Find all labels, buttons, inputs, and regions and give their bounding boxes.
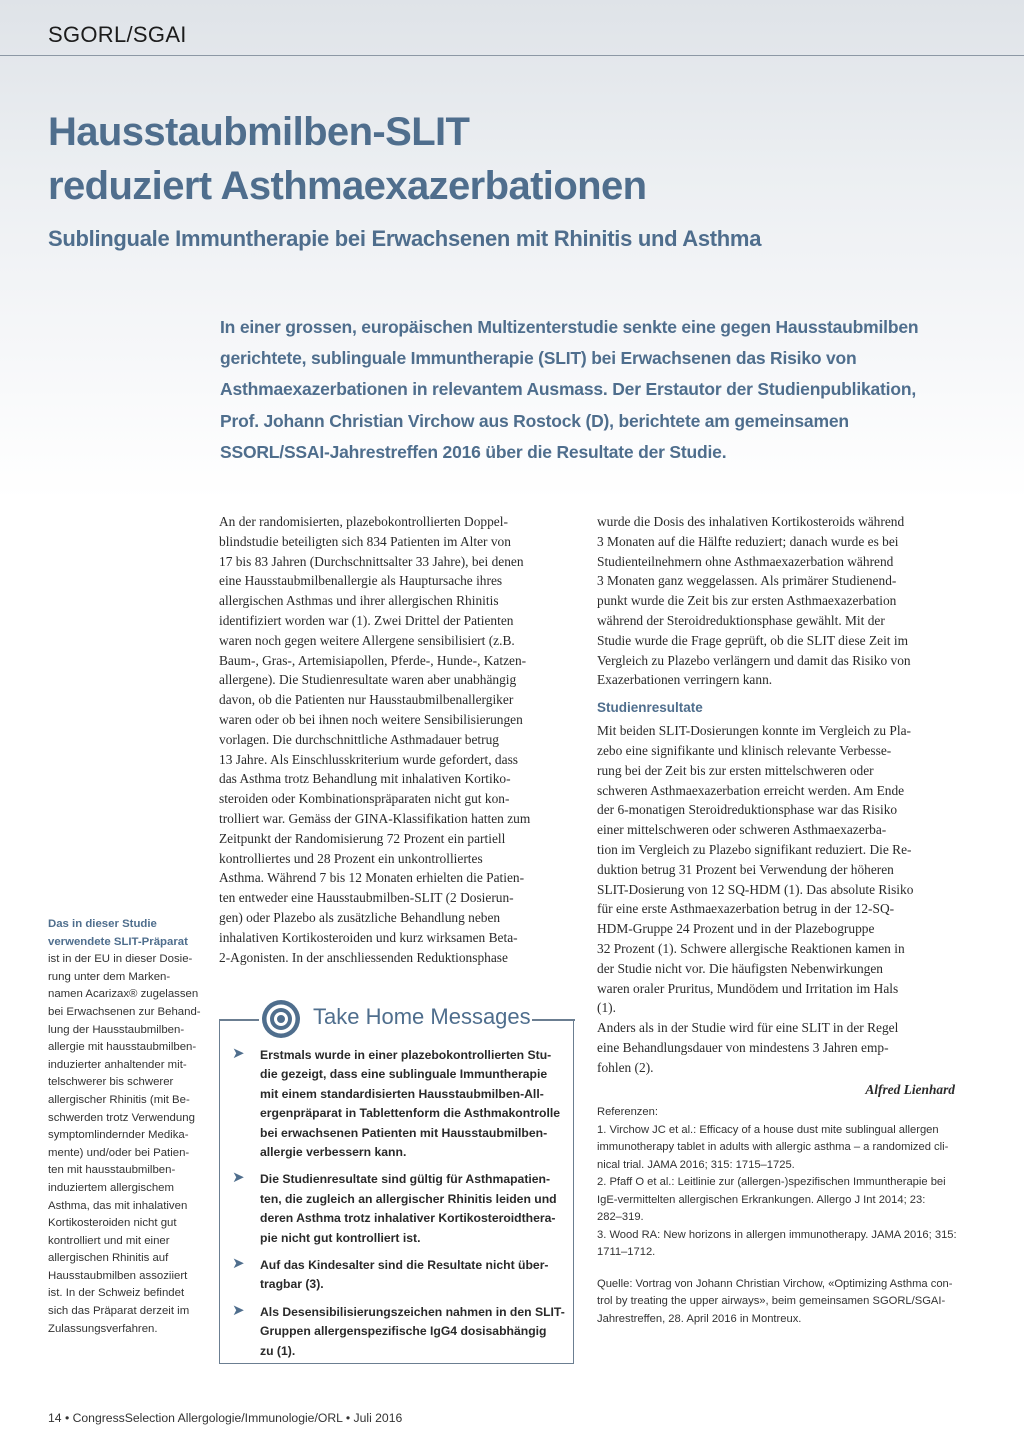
- text-line: Asthma. Während 7 bis 12 Monaten erhielten die Patien-: [219, 870, 525, 886]
- take-home-line: Auf das Kindesalter sind die Resultate nicht über-: [260, 1258, 549, 1273]
- take-home-line: ten, die zugleich an allergischer Rhinitis leiden und: [260, 1191, 557, 1206]
- text-line: ten entweder eine Hausstaubmilben-SLIT (2 Dosierun-: [219, 890, 514, 906]
- take-home-rule: [219, 1019, 259, 1021]
- reference-line: 282–319.: [597, 1211, 644, 1223]
- title-line: reduziert Asthmaexazerbationen: [48, 164, 647, 208]
- text-line: Studienteilnehmern ohne Asthmaexazerbation während: [597, 553, 894, 569]
- text-line: für eine erste Asthmaexazerbation betrug in der 12-SQ-: [597, 901, 895, 917]
- text-line: allergischen Rhinitis auf: [48, 1252, 169, 1265]
- text-line: symptomlindernder Medika-: [48, 1129, 189, 1142]
- body-paragraph: [597, 512, 955, 690]
- text-line: In einer grossen, europäischen Multizenterstudie senkte eine gegen Hausstaubmilben: [220, 317, 919, 337]
- arrow-bullet-icon: ➤: [232, 1170, 245, 1187]
- source-note: [597, 1276, 957, 1329]
- text-line: blindstudie beteiligten sich 834 Patienten im Alter von: [219, 533, 511, 549]
- author-name: Alfred Lienhard: [865, 1081, 955, 1097]
- take-home-item: [230, 1046, 565, 1162]
- reference-line: 1711–1712.: [597, 1246, 656, 1258]
- article-title: [48, 105, 948, 213]
- take-home-item: [230, 1170, 565, 1248]
- text-line: einer mittelschweren oder schweren Asthmaexazerba-: [597, 822, 887, 838]
- sidebar-body: [48, 951, 201, 1338]
- text-line: steroiden oder Kombinationspräparaten nicht gut kon-: [219, 791, 510, 807]
- reference-line: 3. Wood RA: New horizons in allergen immunotherapy. JAMA 2016; 315:: [597, 1228, 957, 1241]
- text-line: Das in dieser Studie: [48, 918, 157, 930]
- take-home-line: Als Desensibilisierungszeichen nahmen in den SLIT-: [260, 1304, 565, 1319]
- text-line: rung unter dem Marken-: [48, 970, 171, 983]
- take-home-item: [230, 1303, 565, 1361]
- text-line: der 6-monatigen Steroidreduktionsphase war das Risiko: [597, 802, 898, 818]
- text-line: tion im Vergleich zu Plazebo signifikant reduziert. Die Re-: [597, 841, 912, 857]
- body-column-left: [219, 512, 579, 967]
- reference-list: [597, 1122, 957, 1262]
- take-home-line: zu (1).: [260, 1343, 296, 1358]
- text-line: Prof. Johann Christian Virchow aus Rostock (D), berichtete am gemeinsamen: [220, 410, 849, 431]
- text-line: waren oraler Pruritus, Mundödem und Irritation im Hals: [597, 980, 899, 996]
- references-heading: Referenzen:: [597, 1106, 658, 1118]
- text-line: ten mit hausstaubmilben-: [48, 1164, 176, 1177]
- text-line: trolliert war. Gemäss der GINA-Klassifikation hatten zum: [219, 810, 531, 826]
- text-line: Quelle: Vortrag von Johann Christian Virchow, «Optimizing Asthma con-: [597, 1277, 953, 1290]
- text-line: Studie wurde die Frage geprüft, ob die SLIT diese Zeit im: [597, 632, 909, 648]
- take-home-line: tragbar (3).: [260, 1277, 324, 1292]
- text-line: (1).: [597, 1000, 616, 1016]
- section-tag: SGORL/SGAI: [48, 22, 187, 47]
- text-line: Anders als in der Studie wird für eine SLIT in der Regel: [597, 1020, 899, 1036]
- reference-item: [597, 1227, 957, 1262]
- text-line: wurde die Dosis des inhalativen Kortikosteroids während: [597, 514, 905, 529]
- text-line: waren noch gegen weitere Allergene sensibilisiert (z.B.: [219, 632, 515, 648]
- text-line: kontrolliert und mit einer: [48, 1234, 170, 1247]
- text-line: Baum-, Gras-, Artemisiapollen, Pferde-, Hunde-, Katzen-: [219, 652, 527, 668]
- take-home-line: Die Studienresultate sind gültig für Asthmapatien-: [260, 1172, 551, 1187]
- text-line: Zulassungsverfahren.: [48, 1322, 158, 1335]
- article-subtitle: Sublinguale Immuntherapie bei Erwachsenen mit Rhinitis und Asthma: [48, 226, 762, 251]
- take-home-rule: [532, 1019, 575, 1021]
- text-line: bei Erwachsenen zur Behand-: [48, 1005, 201, 1018]
- references: [597, 1104, 957, 1328]
- text-line: waren oder ob bei ihnen noch weitere Sensibilisierungen: [219, 711, 523, 727]
- text-line: das Asthma trotz Behandlung mit inhalativen Kortiko-: [219, 771, 511, 787]
- text-line: davon, ob die Patienten nur Hausstaubmilbenallergiker: [219, 692, 514, 708]
- reference-line: immunotherapy tablet in adults with allergic asthma – a randomized cli-: [597, 1141, 949, 1153]
- reference-item: [597, 1174, 957, 1227]
- text-line: lung der Hausstaubmilben-: [48, 1023, 185, 1036]
- text-line: schwerden trotz Verwendung: [48, 1111, 195, 1124]
- text-line: telschwerer bis schwerer: [48, 1076, 174, 1089]
- results-heading: Studienresultate: [597, 700, 703, 716]
- text-line: HDM-Gruppe 24 Prozent und in der Plazebogruppe: [597, 921, 875, 937]
- page-footer: 14 • CongressSelection Allergologie/Immunologie/ORL • Juli 2016: [48, 1411, 403, 1425]
- text-line: 32 Prozent (1). Schwere allergische Reaktionen kamen in: [597, 940, 905, 956]
- arrow-bullet-icon: ➤: [232, 1046, 245, 1062]
- text-line: Asthmaexazerbationen in relevantem Ausmass. Der Erstautor der Studienpublikation,: [220, 379, 916, 400]
- reference-line: 1. Virchow JC et al.: Efficacy of a house dust mite sublingual allergen: [597, 1123, 939, 1136]
- text-line: identifiziert worden war (1). Zwei Drittel der Patienten: [219, 612, 514, 628]
- text-line: inhalativen Kortikosteroiden und kurz wirksamen Beta-: [219, 929, 518, 945]
- reference-line: IgE-vermittelten allergischen Erkrankungen. Allergo J Int 2014; 23:: [597, 1193, 926, 1206]
- reference-item: [597, 1122, 957, 1175]
- lead-paragraph: [220, 312, 980, 468]
- text-line: Jahrestreffen, 28. April 2016 in Montreux.: [597, 1312, 802, 1325]
- reference-line: 2. Pfaff O et al.: Leitlinie zur (allergen-)spezifischen Immuntherapie bei: [597, 1176, 946, 1188]
- take-home-line: bei erwachsenen Patienten mit Hausstaubmilben-: [260, 1125, 548, 1140]
- arrow-bullet-icon: ➤: [232, 1256, 245, 1273]
- text-line: fohlen (2).: [597, 1059, 654, 1075]
- text-line: trol by treating the upper airways», beim gemeinsamen SGORL/SGAI-: [597, 1295, 946, 1307]
- text-line: Vergleich zu Plazebo verlängern und damit das Risiko von: [597, 652, 911, 668]
- text-line: kontrolliertes und 28 Prozent ein unkontrolliertes: [219, 850, 483, 866]
- reference-line: nical trial. JAMA 2016; 315: 1715–1725.: [597, 1158, 795, 1171]
- text-line: SSORL/SSAI-Jahrestreffen 2016 über die Resultate der Studie.: [220, 441, 727, 462]
- text-line: eine Behandlungsdauer von mindestens 3 Jahren emp-: [597, 1039, 889, 1055]
- take-home-line: ergenpräparat in Tablettenform die Asthmakontrolle: [260, 1106, 560, 1121]
- text-line: Asthma, das mit inhalativen: [48, 1199, 188, 1212]
- text-line: Kortikosteroiden nicht gut: [48, 1217, 177, 1230]
- text-line: ist in der EU in dieser Dosie-: [48, 953, 193, 966]
- text-line: Hausstaubmilben assoziiert: [48, 1269, 188, 1282]
- take-home-line: die gezeigt, dass eine sublinguale Immuntherapie: [260, 1067, 548, 1082]
- body-paragraph: [597, 721, 955, 1077]
- take-home-list: [230, 1046, 565, 1369]
- text-line: allergischer Rhinitis (mit Be-: [48, 1093, 190, 1106]
- text-line: mente) und/oder bei Patien-: [48, 1146, 190, 1159]
- take-home-line: deren Asthma trotz inhalativer Kortikosteroidthera-: [260, 1211, 556, 1226]
- text-line: SLIT-Dosierung von 12 SQ-HDM (1). Das absolute Risiko: [597, 881, 914, 897]
- text-line: während der Steroidreduktionsphase gewählt. Mit der: [597, 612, 885, 628]
- text-line: allergie mit hausstaubmilben-: [48, 1041, 197, 1054]
- text-line: punkt wurde die Zeit bis zur ersten Asthmaexazerbation: [597, 593, 897, 609]
- text-line: 17 bis 83 Jahren (Durchschnittsalter 33 Jahre), bei denen: [219, 553, 524, 569]
- text-line: gen) oder Plazebo als zusätzliche Behandlung neben: [219, 909, 501, 925]
- text-line: 13 Jahre. Als Einschlusskriterium wurde gefordert, dass: [219, 751, 518, 767]
- text-line: An der randomisierten, plazebokontrollierten Doppel-: [219, 514, 508, 529]
- body-column-right: [597, 512, 955, 1099]
- take-home-line: mit einem standardisierten Hausstaubmilben-All-: [260, 1086, 544, 1101]
- take-home-line: allergie verbessern kann.: [260, 1145, 407, 1160]
- take-home-line: Erstmals wurde in einer plazebokontrollierten Stu-: [260, 1048, 552, 1062]
- text-line: vorlagen. Die durchschnittliche Asthmadauer betrug: [219, 731, 499, 747]
- arrow-bullet-icon: ➤: [232, 1302, 245, 1319]
- text-line: schweren Asthmaexazerbation erreicht werden. Am Ende: [597, 782, 905, 798]
- text-line: Zeitpunkt der Randomisierung 72 Prozent ein partiell: [219, 830, 506, 846]
- text-line: allergene). Die Studienresultate waren aber unabhängig: [219, 672, 517, 688]
- text-line: gerichtete, sublinguale Immuntherapie (SLIT) bei Erwachsenen das Risiko von: [220, 348, 857, 369]
- text-line: induzierter anhaltender mit-: [48, 1058, 187, 1071]
- text-line: namen Acarizax® zugelassen: [48, 988, 199, 1001]
- text-line: 3 Monaten auf die Hälfte reduziert; danach wurde es bei: [597, 533, 899, 549]
- text-line: rung bei der Zeit bis zur ersten mittelschweren oder: [597, 762, 874, 778]
- header-divider: [0, 55, 1024, 56]
- sidebar-note: [48, 916, 201, 1338]
- take-home-title: Take Home Messages: [313, 1004, 531, 1029]
- text-line: duktion betrug 31 Prozent bei Verwendung der höheren: [597, 861, 894, 877]
- sidebar-heading: [48, 916, 198, 951]
- title-line: Hausstaubmilben-SLIT: [48, 110, 470, 154]
- text-line: der Studie nicht vor. Die häufigsten Nebenwirkungen: [597, 960, 883, 976]
- text-line: eine Hausstaubmilbenallergie als Hauptursache ihres: [219, 573, 503, 589]
- text-line: Mit beiden SLIT-Dosierungen konnte im Vergleich zu Pla-: [597, 723, 912, 739]
- take-home-item: [230, 1256, 565, 1295]
- text-line: 3 Monaten ganz weggelassen. Als primärer Studienend-: [597, 573, 897, 589]
- text-line: ist. In der Schweiz befindet: [48, 1287, 185, 1300]
- text-line: sich das Präparat derzeit im: [48, 1305, 190, 1318]
- take-home-line: Gruppen allergenspezifische IgG4 dosisabhängig: [260, 1324, 547, 1339]
- text-line: zebo eine signifikante und klinisch relevante Verbesse-: [597, 742, 892, 758]
- target-icon: [261, 999, 301, 1039]
- text-line: induziertem allergischem: [48, 1181, 174, 1194]
- text-line: allergischen Asthmas und ihrer allergischen Rhinitis: [219, 593, 499, 609]
- text-line: Exazerbationen verringern kann.: [597, 672, 773, 688]
- text-line: 2-Agonisten. In der anschliessenden Reduktionsphase: [219, 949, 508, 965]
- text-line: verwendete SLIT-Präparat: [48, 935, 188, 948]
- take-home-line: pie nicht gut kontrolliert ist.: [260, 1230, 421, 1245]
